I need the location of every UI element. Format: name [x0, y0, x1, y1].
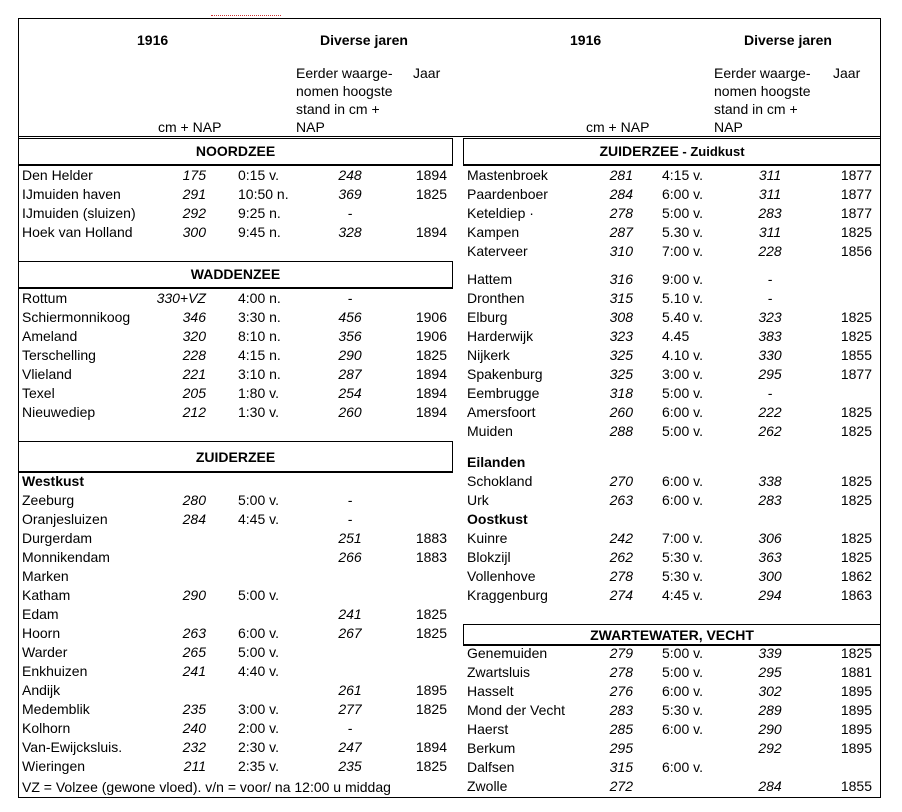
record-year: 1895	[415, 682, 447, 698]
table-row	[0, 586, 902, 605]
station-name: Kraggenburg	[467, 587, 548, 603]
record-year: 1877	[840, 186, 872, 202]
station-name: Zwartsluis	[467, 664, 531, 680]
time-of-high-water: 9:45 n.	[238, 224, 281, 240]
previous-high-level: 283	[758, 492, 782, 508]
previous-high-level: -	[767, 290, 773, 306]
table-row	[0, 327, 902, 346]
water-level: 295	[609, 740, 633, 756]
water-level: 205	[182, 385, 206, 401]
station-name: Haerst	[467, 721, 509, 737]
section-zuidkust-suffix: - Zuidkust	[678, 144, 745, 159]
table-row	[0, 548, 902, 567]
water-level: 240	[182, 720, 206, 736]
table-row	[0, 223, 902, 242]
time-of-high-water: 4:15 n.	[238, 347, 281, 363]
water-level: 300	[182, 224, 206, 240]
station-name: Schokland	[467, 473, 533, 489]
record-year: 1894	[415, 366, 447, 382]
time-of-high-water: 7:00 v.	[662, 530, 703, 546]
record-year: 1895	[840, 702, 872, 718]
header-right-cm-nap: cm + NAP	[586, 119, 650, 135]
time-of-high-water: 2:30 v.	[238, 739, 279, 755]
water-level: 320	[182, 328, 206, 344]
station-name: Nieuwediep	[22, 404, 96, 420]
header-left-eerder-2: nomen hoogste	[296, 83, 393, 99]
header-right-eerder-4: NAP	[714, 119, 743, 135]
station-name: Schiermonnikoog	[22, 309, 131, 325]
station-name: Oranjesluizen	[22, 511, 108, 527]
time-of-high-water: 5:00 v.	[662, 664, 703, 680]
previous-high-level: 290	[338, 347, 362, 363]
time-of-high-water: 10:50 n.	[238, 186, 289, 202]
station-name: Elburg	[467, 309, 508, 325]
header-right-eerder-2: nomen hoogste	[714, 83, 811, 99]
table-row	[0, 720, 902, 739]
time-of-high-water: 5.30 v.	[662, 224, 703, 240]
sub-eilanden: Eilanden	[467, 454, 526, 470]
station-name: Hasselt	[467, 683, 514, 699]
station-name: Genemuiden	[467, 645, 548, 661]
previous-high-level: 311	[758, 186, 782, 202]
time-of-high-water: 2:35 v.	[238, 758, 279, 774]
previous-high-level: 261	[338, 682, 362, 698]
record-year: 1894	[415, 739, 447, 755]
water-level: 283	[609, 702, 633, 718]
time-of-high-water: 1:30 v.	[238, 404, 279, 420]
record-year: 1825	[415, 625, 447, 641]
water-level: 263	[609, 492, 633, 508]
previous-high-level: 266	[338, 549, 362, 565]
time-of-high-water: 5:30 v.	[662, 568, 703, 584]
water-level: 263	[182, 625, 206, 641]
station-name: Terschelling	[22, 347, 96, 363]
footer-note: VZ = Volzee (gewone vloed). v/n = voor/ na 12:00 u middag	[22, 779, 391, 795]
water-level: 325	[609, 347, 633, 363]
header-left-eerder-3: stand in cm +	[296, 101, 380, 117]
water-level: 330+VZ	[156, 290, 206, 306]
record-year: 1825	[840, 224, 872, 240]
record-year: 1855	[840, 347, 872, 363]
record-year: 1825	[840, 309, 872, 325]
time-of-high-water: 5:00 v.	[238, 644, 279, 660]
table-row	[0, 422, 902, 441]
record-year: 1877	[840, 366, 872, 382]
previous-high-level: -	[347, 290, 353, 306]
previous-high-level: 295	[758, 664, 782, 680]
time-of-high-water: 6:00 v.	[662, 683, 703, 699]
section-zwartewater: ZWARTEWATER, VECHT	[463, 624, 881, 646]
time-of-high-water: 4:00 n.	[238, 290, 281, 306]
previous-high-level: 300	[758, 568, 782, 584]
previous-high-level: 311	[758, 224, 782, 240]
water-level: 279	[609, 645, 633, 661]
water-level: 260	[609, 404, 633, 420]
station-name: Keteldiep ·	[467, 205, 534, 221]
table-row	[0, 739, 902, 758]
header-right-diverse: Diverse jaren	[744, 32, 832, 48]
station-name: Urk	[467, 492, 489, 508]
previous-high-level: 330	[758, 347, 782, 363]
station-name: Warder	[22, 644, 68, 660]
table-row	[0, 166, 902, 185]
record-year: 1877	[840, 205, 872, 221]
time-of-high-water: 5:00 v.	[662, 205, 703, 221]
previous-high-level: -	[347, 720, 353, 736]
header-left-eerder-1: Eerder waarge-	[296, 65, 393, 81]
water-level: 315	[609, 759, 633, 775]
table-row	[0, 308, 902, 327]
time-of-high-water: 5:00 v.	[662, 645, 703, 661]
record-year: 1825	[415, 347, 447, 363]
table-row	[0, 384, 902, 403]
previous-high-level: 254	[338, 385, 362, 401]
time-of-high-water: 4:45 v.	[662, 587, 703, 603]
previous-high-level: 323	[758, 309, 782, 325]
previous-high-level: 283	[758, 205, 782, 221]
previous-high-level: 228	[758, 243, 782, 259]
previous-high-level: 338	[758, 473, 782, 489]
previous-high-level: 289	[758, 702, 782, 718]
previous-high-level: 222	[758, 404, 782, 420]
station-name: Blokzijl	[467, 549, 511, 565]
water-level: 287	[609, 224, 633, 240]
previous-high-level: 290	[758, 721, 782, 737]
header-left-jaar: Jaar	[413, 65, 441, 81]
station-name: Hoek van Holland	[22, 224, 133, 240]
time-of-high-water: 9:00 v.	[662, 271, 703, 287]
previous-high-level: 260	[338, 404, 362, 420]
station-name: Vlieland	[22, 366, 72, 382]
table-row	[0, 624, 902, 643]
previous-high-level: 383	[758, 328, 782, 344]
water-level: 221	[182, 366, 206, 382]
previous-high-level: 292	[758, 740, 782, 756]
water-level: 285	[609, 721, 633, 737]
water-level: 308	[609, 309, 633, 325]
water-level: 315	[609, 290, 633, 306]
station-name: Mond der Vecht	[467, 702, 566, 718]
previous-high-level: 294	[758, 587, 782, 603]
time-of-high-water: 5:00 v.	[662, 423, 703, 439]
previous-high-level: 251	[338, 530, 362, 546]
record-year: 1825	[415, 701, 447, 717]
previous-high-level: 311	[758, 167, 782, 183]
top-mark	[211, 15, 281, 16]
table-row	[0, 270, 902, 289]
station-name: Kuinre	[467, 530, 508, 546]
table-row	[0, 365, 902, 384]
station-name: IJmuiden haven	[22, 186, 121, 202]
table-row	[0, 242, 902, 261]
water-level: 316	[609, 271, 633, 287]
station-name: Eembrugge	[467, 385, 540, 401]
record-year: 1894	[415, 404, 447, 420]
header-right-eerder-3: stand in cm +	[714, 101, 798, 117]
station-name: Marken	[22, 568, 69, 584]
time-of-high-water: 3:00 v.	[238, 701, 279, 717]
station-name: IJmuiden (sluizen)	[22, 205, 136, 221]
station-name: Zeeburg	[22, 492, 75, 508]
section-waddenzee: WADDENZEE	[18, 261, 453, 289]
previous-high-level: 248	[338, 167, 362, 183]
table-row	[0, 701, 902, 720]
table-row	[0, 663, 902, 682]
time-of-high-water: 3:30 n.	[238, 309, 281, 325]
station-name: Medemblik	[22, 701, 90, 717]
station-name: Dalfsen	[467, 759, 515, 775]
previous-high-level: 262	[758, 423, 782, 439]
water-level: 278	[609, 568, 633, 584]
time-of-high-water: 5.40 v.	[662, 309, 703, 325]
water-level: 211	[183, 758, 206, 774]
water-level: 323	[609, 328, 633, 344]
water-level: 276	[609, 683, 633, 699]
time-of-high-water: 4:15 v.	[662, 167, 703, 183]
section-zuidkust-title: ZUIDERZEE	[599, 143, 679, 159]
station-name: Muiden	[467, 423, 513, 439]
time-of-high-water: 7:00 v.	[662, 243, 703, 259]
header-right-jaar: Jaar	[833, 65, 861, 81]
record-year: 1825	[840, 404, 872, 420]
time-of-high-water: 9:25 n.	[238, 205, 281, 221]
previous-high-level: -	[767, 385, 773, 401]
section-zuidkust	[463, 138, 881, 166]
water-level: 228	[182, 347, 206, 363]
time-of-high-water: 3:10 n.	[238, 366, 281, 382]
time-of-high-water: 6:00 v.	[662, 473, 703, 489]
water-level: 288	[609, 423, 633, 439]
water-level: 310	[609, 243, 633, 259]
table-row	[0, 491, 902, 510]
record-year: 1906	[415, 328, 447, 344]
station-name: Katham	[22, 587, 71, 603]
record-year: 1856	[840, 243, 872, 259]
station-name: Harderwijk	[467, 328, 534, 344]
station-name: Dronthen	[467, 290, 525, 306]
water-level: 318	[609, 385, 633, 401]
header-left-eerder-4: NAP	[296, 119, 325, 135]
station-name: Nijkerk	[467, 347, 510, 363]
header-right-eerder-1: Eerder waarge-	[714, 65, 811, 81]
water-level: 212	[182, 404, 206, 420]
record-year: 1825	[840, 423, 872, 439]
previous-high-level: 339	[758, 645, 782, 661]
station-name: Den Helder	[22, 167, 93, 183]
station-name: Edam	[22, 606, 59, 622]
time-of-high-water: 6:00 v.	[662, 404, 703, 420]
previous-high-level: 284	[758, 778, 782, 794]
time-of-high-water: 4:45 v.	[238, 511, 279, 527]
water-level: 235	[182, 701, 206, 717]
station-name: Enkhuizen	[22, 663, 88, 679]
water-level: 284	[182, 511, 206, 527]
record-year: 1895	[840, 721, 872, 737]
water-level: 325	[609, 366, 633, 382]
table-row	[0, 758, 902, 777]
water-level: 272	[609, 778, 633, 794]
water-level: 280	[182, 492, 206, 508]
previous-high-level: 287	[338, 366, 362, 382]
water-level: 290	[182, 587, 206, 603]
time-of-high-water: 3:00 v.	[662, 366, 703, 382]
time-of-high-water: 5:00 v.	[662, 385, 703, 401]
time-of-high-water: 5.10 v.	[662, 290, 703, 306]
station-name: Vollenhove	[467, 568, 536, 584]
time-of-high-water: 5:30 v.	[662, 702, 703, 718]
table-row	[0, 346, 902, 365]
time-of-high-water: 5:00 v.	[238, 587, 279, 603]
water-level: 281	[609, 167, 633, 183]
sub-oostkust: Oostkust	[467, 511, 528, 527]
previous-high-level: 356	[338, 328, 362, 344]
time-of-high-water: 5:00 v.	[238, 492, 279, 508]
record-year: 1825	[840, 549, 872, 565]
previous-high-level: 267	[338, 625, 362, 641]
station-name: Berkum	[467, 740, 516, 756]
record-year: 1894	[415, 385, 447, 401]
time-of-high-water: 2:00 v.	[238, 720, 279, 736]
time-of-high-water: 8:10 n.	[238, 328, 281, 344]
water-level: 278	[609, 205, 633, 221]
water-level: 232	[182, 739, 206, 755]
water-level: 242	[609, 530, 633, 546]
previous-high-level: -	[767, 271, 773, 287]
station-name: Wieringen	[22, 758, 86, 774]
previous-high-level: -	[347, 205, 353, 221]
section-zuiderzee: ZUIDERZEE	[18, 441, 453, 473]
water-level: 284	[609, 186, 633, 202]
station-name: Amersfoort	[467, 404, 536, 420]
record-year: 1825	[415, 186, 447, 202]
previous-high-level: 295	[758, 366, 782, 382]
station-name: Kolhorn	[22, 720, 71, 736]
station-name: Zwolle	[467, 778, 508, 794]
record-year: 1825	[840, 645, 872, 661]
station-name: Spakenburg	[467, 366, 543, 382]
record-year: 1825	[840, 473, 872, 489]
time-of-high-water: 6:00 v.	[238, 625, 279, 641]
previous-high-level: 363	[758, 549, 782, 565]
station-name: Kampen	[467, 224, 520, 240]
table-row	[0, 529, 902, 548]
table-row	[0, 644, 902, 663]
water-level: 262	[609, 549, 633, 565]
previous-high-level: 277	[338, 701, 362, 717]
water-level: 292	[182, 205, 206, 221]
water-level: 278	[609, 664, 633, 680]
header-left-year: 1916	[137, 32, 169, 48]
station-name: Hoorn	[22, 625, 61, 641]
table-row	[0, 510, 902, 529]
water-level: 175	[182, 167, 206, 183]
previous-high-level: -	[347, 492, 353, 508]
station-name: Van-Ewijcksluis.	[22, 739, 123, 755]
station-name: Monnikendam	[22, 549, 110, 565]
water-level: 274	[609, 587, 633, 603]
station-name: Hattem	[467, 271, 513, 287]
record-year: 1825	[415, 758, 447, 774]
header-divider	[18, 136, 881, 137]
table-row	[0, 289, 902, 308]
record-year: 1863	[840, 587, 872, 603]
time-of-high-water: 6:00 v.	[662, 759, 703, 775]
time-of-high-water: 4.10 v.	[662, 347, 703, 363]
header-right-year: 1916	[570, 32, 602, 48]
record-year: 1883	[415, 530, 447, 546]
record-year: 1877	[840, 167, 872, 183]
station-name: Mastenbroek	[467, 167, 548, 183]
previous-high-level: 247	[338, 739, 362, 755]
table-row	[0, 403, 902, 422]
previous-high-level: -	[347, 511, 353, 527]
previous-high-level: 456	[338, 309, 362, 325]
section-noordzee: NOORDZEE	[18, 138, 453, 166]
record-year: 1881	[840, 664, 872, 680]
table-row	[0, 185, 902, 204]
water-level: 241	[182, 663, 206, 679]
previous-high-level: 241	[338, 606, 362, 622]
time-of-high-water: 4.45	[662, 328, 690, 344]
record-year: 1855	[840, 778, 872, 794]
table-row	[0, 204, 902, 223]
header-left-diverse: Diverse jaren	[320, 32, 408, 48]
record-year: 1862	[840, 568, 872, 584]
table-row	[0, 567, 902, 586]
record-year: 1906	[415, 309, 447, 325]
record-year: 1894	[415, 167, 447, 183]
station-name: Rottum	[22, 290, 68, 306]
water-level: 270	[609, 473, 633, 489]
previous-high-level: 302	[758, 683, 782, 699]
table-row	[0, 605, 902, 624]
record-year: 1825	[840, 492, 872, 508]
time-of-high-water: 6:00 v.	[662, 186, 703, 202]
record-year: 1883	[415, 549, 447, 565]
station-name: Paardenboer	[467, 186, 548, 202]
time-of-high-water: 1:80 v.	[238, 385, 279, 401]
previous-high-level: 306	[758, 530, 782, 546]
record-year: 1825	[415, 606, 447, 622]
previous-high-level: 235	[338, 758, 362, 774]
record-year: 1825	[840, 530, 872, 546]
station-name: Durgerdam	[22, 530, 93, 546]
time-of-high-water: 0:15 v.	[238, 167, 279, 183]
record-year: 1825	[840, 328, 872, 344]
station-name: Katerveer	[467, 243, 528, 259]
water-level: 265	[182, 644, 206, 660]
water-level: 291	[182, 186, 206, 202]
station-name: Andijk	[22, 682, 61, 698]
record-year: 1894	[415, 224, 447, 240]
table-row	[0, 472, 902, 491]
previous-high-level: 369	[338, 186, 362, 202]
time-of-high-water: 4:40 v.	[238, 663, 279, 679]
table-row	[0, 682, 902, 701]
time-of-high-water: 6:00 v.	[662, 492, 703, 508]
station-name: Texel	[22, 385, 55, 401]
record-year: 1895	[840, 683, 872, 699]
header-left-cm-nap: cm + NAP	[158, 119, 222, 135]
station-name: Ameland	[22, 328, 78, 344]
record-year: 1895	[840, 740, 872, 756]
water-level: 346	[182, 309, 206, 325]
time-of-high-water: 6:00 v.	[662, 721, 703, 737]
time-of-high-water: 5:30 v.	[662, 549, 703, 565]
sub-westkust: Westkust	[22, 473, 84, 489]
previous-high-level: 328	[338, 224, 362, 240]
